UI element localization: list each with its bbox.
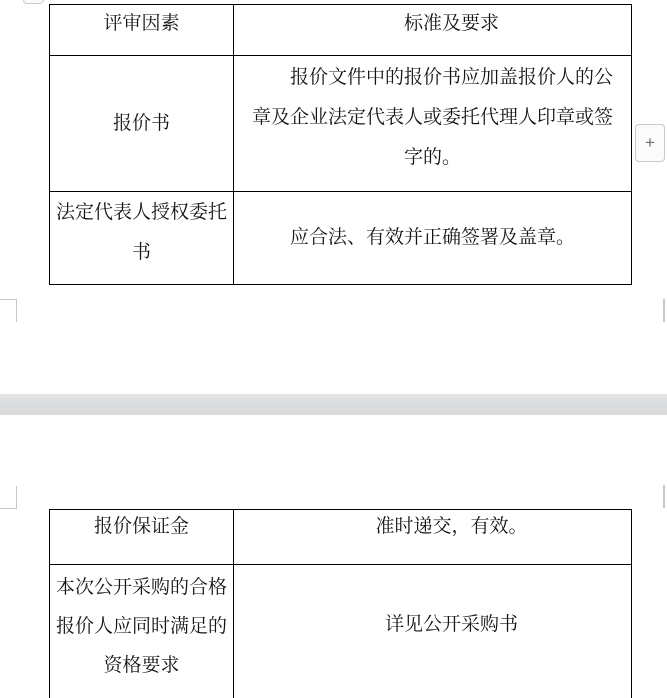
table-insert-handle-top[interactable] [23,0,44,4]
table1-quotation-requirement-line3: 字的。 [403,147,461,168]
table2-deposit-label-cell[interactable] [50,510,234,565]
table1-quotation-requirement-cell[interactable] [234,56,631,192]
text-boundary-mark-page1-bottom-right [663,299,665,322]
table2-qualification-label-line1: 本次公开采购的合格 [55,577,227,598]
table1-attorney-requirement-cell[interactable] [234,192,631,284]
evaluation-criteria-table [49,4,632,285]
text-boundary-mark-page1-bottom-left [0,299,17,322]
table1-quotation-label-cell[interactable] [50,56,234,192]
page-break-gap [0,394,667,415]
table2-qualification-label-line2: 报价人应同时满足的 [55,616,227,637]
table1-attorney-label-cell[interactable] [50,192,234,284]
text-boundary-mark-page2-top-right [663,485,665,508]
table1-header-factor-cell[interactable] [50,5,234,56]
table1-header-standard-cell[interactable] [234,5,631,56]
table2-qualification-requirement-cell[interactable] [234,565,631,698]
table1-attorney-requirement-text: 应合法、有效并正确签署及盖章。 [289,227,575,248]
deposit-qualification-table [49,509,632,698]
table1-quotation-label: 报价书 [112,112,170,134]
table1-quotation-requirement-line1: 报价文件中的报价书应加盖报价人的公 [289,67,613,88]
table-insert-row-button[interactable] [635,124,665,162]
table2-deposit-label: 报价保证金 [93,516,189,537]
table2-qualification-label-cell[interactable] [50,565,234,698]
table1-header-standard-label: 标准及要求 [403,13,499,34]
table1-attorney-label-line1: 法定代表人授权委托 [55,202,227,223]
table1-quotation-requirement-line2: 章及企业法定代表人或委托代理人印章或签 [251,107,613,128]
table2-qualification-requirement-text: 详见公开采购书 [384,614,518,635]
table2-deposit-requirement-cell[interactable] [234,510,631,565]
table1-header-factor-label: 评审因素 [103,13,180,34]
table2-deposit-requirement-text: 准时递交，有效。 [375,516,528,537]
plus-icon: + [645,133,655,152]
text-boundary-mark-page2-top-left [0,486,17,509]
table1-attorney-label-line2: 书 [131,242,151,263]
table2-qualification-label-line3: 资格要求 [103,655,180,676]
